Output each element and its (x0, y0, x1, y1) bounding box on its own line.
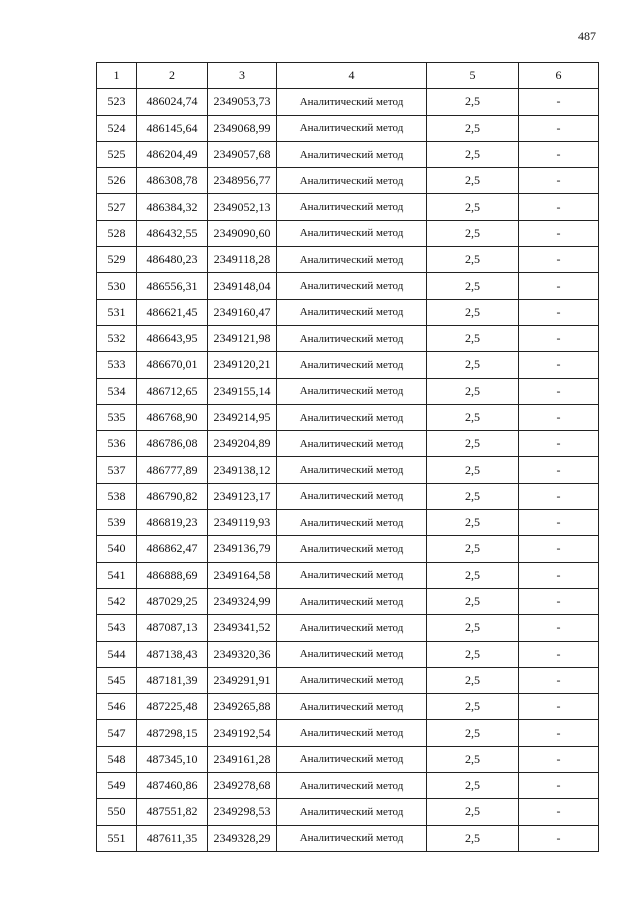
column-header: 2 (137, 63, 208, 89)
table-row (97, 325, 599, 351)
accuracy-cell: 2,5 (427, 746, 519, 772)
accuracy-cell: 2,5 (427, 404, 519, 430)
x-coordinate-cell: 486777,89 (137, 457, 208, 483)
row-number-cell: 527 (97, 194, 137, 220)
note-cell: - (519, 168, 599, 194)
note-cell: - (519, 588, 599, 614)
x-coordinate-cell: 486819,23 (137, 510, 208, 536)
note-cell: - (519, 378, 599, 404)
y-coordinate-cell: 2349155,14 (208, 378, 277, 404)
y-coordinate-cell: 2349118,28 (208, 247, 277, 273)
method-cell: Аналитический метод (277, 431, 427, 457)
method-cell: Аналитический метод (277, 746, 427, 772)
x-coordinate-cell: 487298,15 (137, 720, 208, 746)
note-cell: - (519, 720, 599, 746)
method-cell: Аналитический метод (277, 220, 427, 246)
row-number-cell: 543 (97, 615, 137, 641)
row-number-cell: 535 (97, 404, 137, 430)
table-row (97, 773, 599, 799)
x-coordinate-cell: 486145,64 (137, 115, 208, 141)
method-cell: Аналитический метод (277, 641, 427, 667)
note-cell: - (519, 799, 599, 825)
note-cell: - (519, 457, 599, 483)
column-header: 3 (208, 63, 277, 89)
method-cell: Аналитический метод (277, 562, 427, 588)
table-row (97, 404, 599, 430)
method-cell: Аналитический метод (277, 404, 427, 430)
table-row (97, 799, 599, 825)
column-header: 5 (427, 63, 519, 89)
accuracy-cell: 2,5 (427, 325, 519, 351)
accuracy-cell: 2,5 (427, 431, 519, 457)
column-header: 4 (277, 63, 427, 89)
note-cell: - (519, 431, 599, 457)
table-row (97, 825, 599, 851)
accuracy-cell: 2,5 (427, 89, 519, 115)
accuracy-cell: 2,5 (427, 141, 519, 167)
method-cell: Аналитический метод (277, 773, 427, 799)
table-body (97, 89, 599, 852)
y-coordinate-cell: 2349160,47 (208, 299, 277, 325)
x-coordinate-cell: 487087,13 (137, 615, 208, 641)
accuracy-cell: 2,5 (427, 483, 519, 509)
y-coordinate-cell: 2349121,98 (208, 325, 277, 351)
note-cell: - (519, 325, 599, 351)
y-coordinate-cell: 2349161,28 (208, 746, 277, 772)
method-cell: Аналитический метод (277, 615, 427, 641)
table-row (97, 746, 599, 772)
row-number-cell: 534 (97, 378, 137, 404)
row-number-cell: 541 (97, 562, 137, 588)
row-number-cell: 547 (97, 720, 137, 746)
x-coordinate-cell: 486888,69 (137, 562, 208, 588)
row-number-cell: 531 (97, 299, 137, 325)
x-coordinate-cell: 486621,45 (137, 299, 208, 325)
row-number-cell: 525 (97, 141, 137, 167)
y-coordinate-cell: 2349068,99 (208, 115, 277, 141)
note-cell: - (519, 483, 599, 509)
row-number-cell: 523 (97, 89, 137, 115)
x-coordinate-cell: 486024,74 (137, 89, 208, 115)
note-cell: - (519, 352, 599, 378)
table-row (97, 378, 599, 404)
table-row (97, 141, 599, 167)
x-coordinate-cell: 486768,90 (137, 404, 208, 430)
row-number-cell: 540 (97, 536, 137, 562)
x-coordinate-cell: 486862,47 (137, 536, 208, 562)
accuracy-cell: 2,5 (427, 168, 519, 194)
note-cell: - (519, 141, 599, 167)
row-number-cell: 539 (97, 510, 137, 536)
method-cell: Аналитический метод (277, 536, 427, 562)
accuracy-cell: 2,5 (427, 562, 519, 588)
accuracy-cell: 2,5 (427, 220, 519, 246)
method-cell: Аналитический метод (277, 141, 427, 167)
x-coordinate-cell: 486786,08 (137, 431, 208, 457)
row-number-cell: 550 (97, 799, 137, 825)
x-coordinate-cell: 486432,55 (137, 220, 208, 246)
row-number-cell: 528 (97, 220, 137, 246)
method-cell: Аналитический метод (277, 168, 427, 194)
method-cell: Аналитический метод (277, 378, 427, 404)
accuracy-cell: 2,5 (427, 536, 519, 562)
table-row (97, 483, 599, 509)
y-coordinate-cell: 2349291,91 (208, 667, 277, 693)
method-cell: Аналитический метод (277, 89, 427, 115)
coordinates-table (96, 62, 599, 852)
accuracy-cell: 2,5 (427, 247, 519, 273)
table-row (97, 588, 599, 614)
y-coordinate-cell: 2349278,68 (208, 773, 277, 799)
note-cell: - (519, 299, 599, 325)
accuracy-cell: 2,5 (427, 667, 519, 693)
method-cell: Аналитический метод (277, 273, 427, 299)
accuracy-cell: 2,5 (427, 378, 519, 404)
x-coordinate-cell: 487460,86 (137, 773, 208, 799)
row-number-cell: 546 (97, 694, 137, 720)
y-coordinate-cell: 2349298,53 (208, 799, 277, 825)
row-number-cell: 530 (97, 273, 137, 299)
y-coordinate-cell: 2349119,93 (208, 510, 277, 536)
table-row (97, 667, 599, 693)
accuracy-cell: 2,5 (427, 799, 519, 825)
y-coordinate-cell: 2349164,58 (208, 562, 277, 588)
x-coordinate-cell: 487345,10 (137, 746, 208, 772)
method-cell: Аналитический метод (277, 825, 427, 851)
note-cell: - (519, 510, 599, 536)
row-number-cell: 538 (97, 483, 137, 509)
table-row (97, 273, 599, 299)
y-coordinate-cell: 2349053,73 (208, 89, 277, 115)
note-cell: - (519, 247, 599, 273)
y-coordinate-cell: 2349328,29 (208, 825, 277, 851)
note-cell: - (519, 536, 599, 562)
table-row (97, 536, 599, 562)
table-row (97, 457, 599, 483)
y-coordinate-cell: 2349341,52 (208, 615, 277, 641)
note-cell: - (519, 562, 599, 588)
x-coordinate-cell: 486790,82 (137, 483, 208, 509)
x-coordinate-cell: 486308,78 (137, 168, 208, 194)
row-number-cell: 544 (97, 641, 137, 667)
note-cell: - (519, 404, 599, 430)
note-cell: - (519, 641, 599, 667)
table-header-row (97, 63, 599, 89)
method-cell: Аналитический метод (277, 247, 427, 273)
y-coordinate-cell: 2349204,89 (208, 431, 277, 457)
row-number-cell: 532 (97, 325, 137, 351)
column-header: 1 (97, 63, 137, 89)
note-cell: - (519, 115, 599, 141)
x-coordinate-cell: 486384,32 (137, 194, 208, 220)
row-number-cell: 524 (97, 115, 137, 141)
table-row (97, 168, 599, 194)
table-row (97, 89, 599, 115)
table-row (97, 352, 599, 378)
x-coordinate-cell: 487551,82 (137, 799, 208, 825)
y-coordinate-cell: 2349214,95 (208, 404, 277, 430)
method-cell: Аналитический метод (277, 325, 427, 351)
y-coordinate-cell: 2349120,21 (208, 352, 277, 378)
table-row (97, 720, 599, 746)
note-cell: - (519, 89, 599, 115)
row-number-cell: 533 (97, 352, 137, 378)
y-coordinate-cell: 2349123,17 (208, 483, 277, 509)
x-coordinate-cell: 487029,25 (137, 588, 208, 614)
note-cell: - (519, 773, 599, 799)
table-row (97, 641, 599, 667)
method-cell: Аналитический метод (277, 457, 427, 483)
note-cell: - (519, 273, 599, 299)
y-coordinate-cell: 2348956,77 (208, 168, 277, 194)
note-cell: - (519, 825, 599, 851)
y-coordinate-cell: 2349057,68 (208, 141, 277, 167)
y-coordinate-cell: 2349148,04 (208, 273, 277, 299)
accuracy-cell: 2,5 (427, 352, 519, 378)
row-number-cell: 537 (97, 457, 137, 483)
method-cell: Аналитический метод (277, 694, 427, 720)
accuracy-cell: 2,5 (427, 694, 519, 720)
y-coordinate-cell: 2349320,36 (208, 641, 277, 667)
method-cell: Аналитический метод (277, 667, 427, 693)
x-coordinate-cell: 486643,95 (137, 325, 208, 351)
x-coordinate-cell: 486556,31 (137, 273, 208, 299)
method-cell: Аналитический метод (277, 194, 427, 220)
accuracy-cell: 2,5 (427, 194, 519, 220)
x-coordinate-cell: 487225,48 (137, 694, 208, 720)
note-cell: - (519, 220, 599, 246)
table-row (97, 115, 599, 141)
table-row (97, 510, 599, 536)
row-number-cell: 549 (97, 773, 137, 799)
column-header: 6 (519, 63, 599, 89)
accuracy-cell: 2,5 (427, 299, 519, 325)
row-number-cell: 529 (97, 247, 137, 273)
table-row (97, 299, 599, 325)
note-cell: - (519, 694, 599, 720)
x-coordinate-cell: 487611,35 (137, 825, 208, 851)
y-coordinate-cell: 2349090,60 (208, 220, 277, 246)
row-number-cell: 548 (97, 746, 137, 772)
note-cell: - (519, 667, 599, 693)
page-number: 487 (578, 29, 596, 43)
accuracy-cell: 2,5 (427, 588, 519, 614)
accuracy-cell: 2,5 (427, 825, 519, 851)
method-cell: Аналитический метод (277, 799, 427, 825)
table-row (97, 562, 599, 588)
table-row (97, 247, 599, 273)
y-coordinate-cell: 2349192,54 (208, 720, 277, 746)
y-coordinate-cell: 2349265,88 (208, 694, 277, 720)
row-number-cell: 551 (97, 825, 137, 851)
method-cell: Аналитический метод (277, 352, 427, 378)
method-cell: Аналитический метод (277, 483, 427, 509)
row-number-cell: 545 (97, 667, 137, 693)
accuracy-cell: 2,5 (427, 510, 519, 536)
method-cell: Аналитический метод (277, 588, 427, 614)
accuracy-cell: 2,5 (427, 273, 519, 299)
y-coordinate-cell: 2349138,12 (208, 457, 277, 483)
y-coordinate-cell: 2349136,79 (208, 536, 277, 562)
x-coordinate-cell: 487138,43 (137, 641, 208, 667)
table-row (97, 694, 599, 720)
x-coordinate-cell: 487181,39 (137, 667, 208, 693)
x-coordinate-cell: 486204,49 (137, 141, 208, 167)
accuracy-cell: 2,5 (427, 457, 519, 483)
y-coordinate-cell: 2349052,13 (208, 194, 277, 220)
accuracy-cell: 2,5 (427, 720, 519, 746)
accuracy-cell: 2,5 (427, 773, 519, 799)
accuracy-cell: 2,5 (427, 615, 519, 641)
note-cell: - (519, 615, 599, 641)
table-row (97, 220, 599, 246)
x-coordinate-cell: 486480,23 (137, 247, 208, 273)
method-cell: Аналитический метод (277, 115, 427, 141)
method-cell: Аналитический метод (277, 299, 427, 325)
row-number-cell: 536 (97, 431, 137, 457)
method-cell: Аналитический метод (277, 510, 427, 536)
table-row (97, 194, 599, 220)
method-cell: Аналитический метод (277, 720, 427, 746)
table-row (97, 615, 599, 641)
note-cell: - (519, 746, 599, 772)
x-coordinate-cell: 486670,01 (137, 352, 208, 378)
accuracy-cell: 2,5 (427, 115, 519, 141)
row-number-cell: 542 (97, 588, 137, 614)
x-coordinate-cell: 486712,65 (137, 378, 208, 404)
note-cell: - (519, 194, 599, 220)
y-coordinate-cell: 2349324,99 (208, 588, 277, 614)
row-number-cell: 526 (97, 168, 137, 194)
accuracy-cell: 2,5 (427, 641, 519, 667)
table-row (97, 431, 599, 457)
